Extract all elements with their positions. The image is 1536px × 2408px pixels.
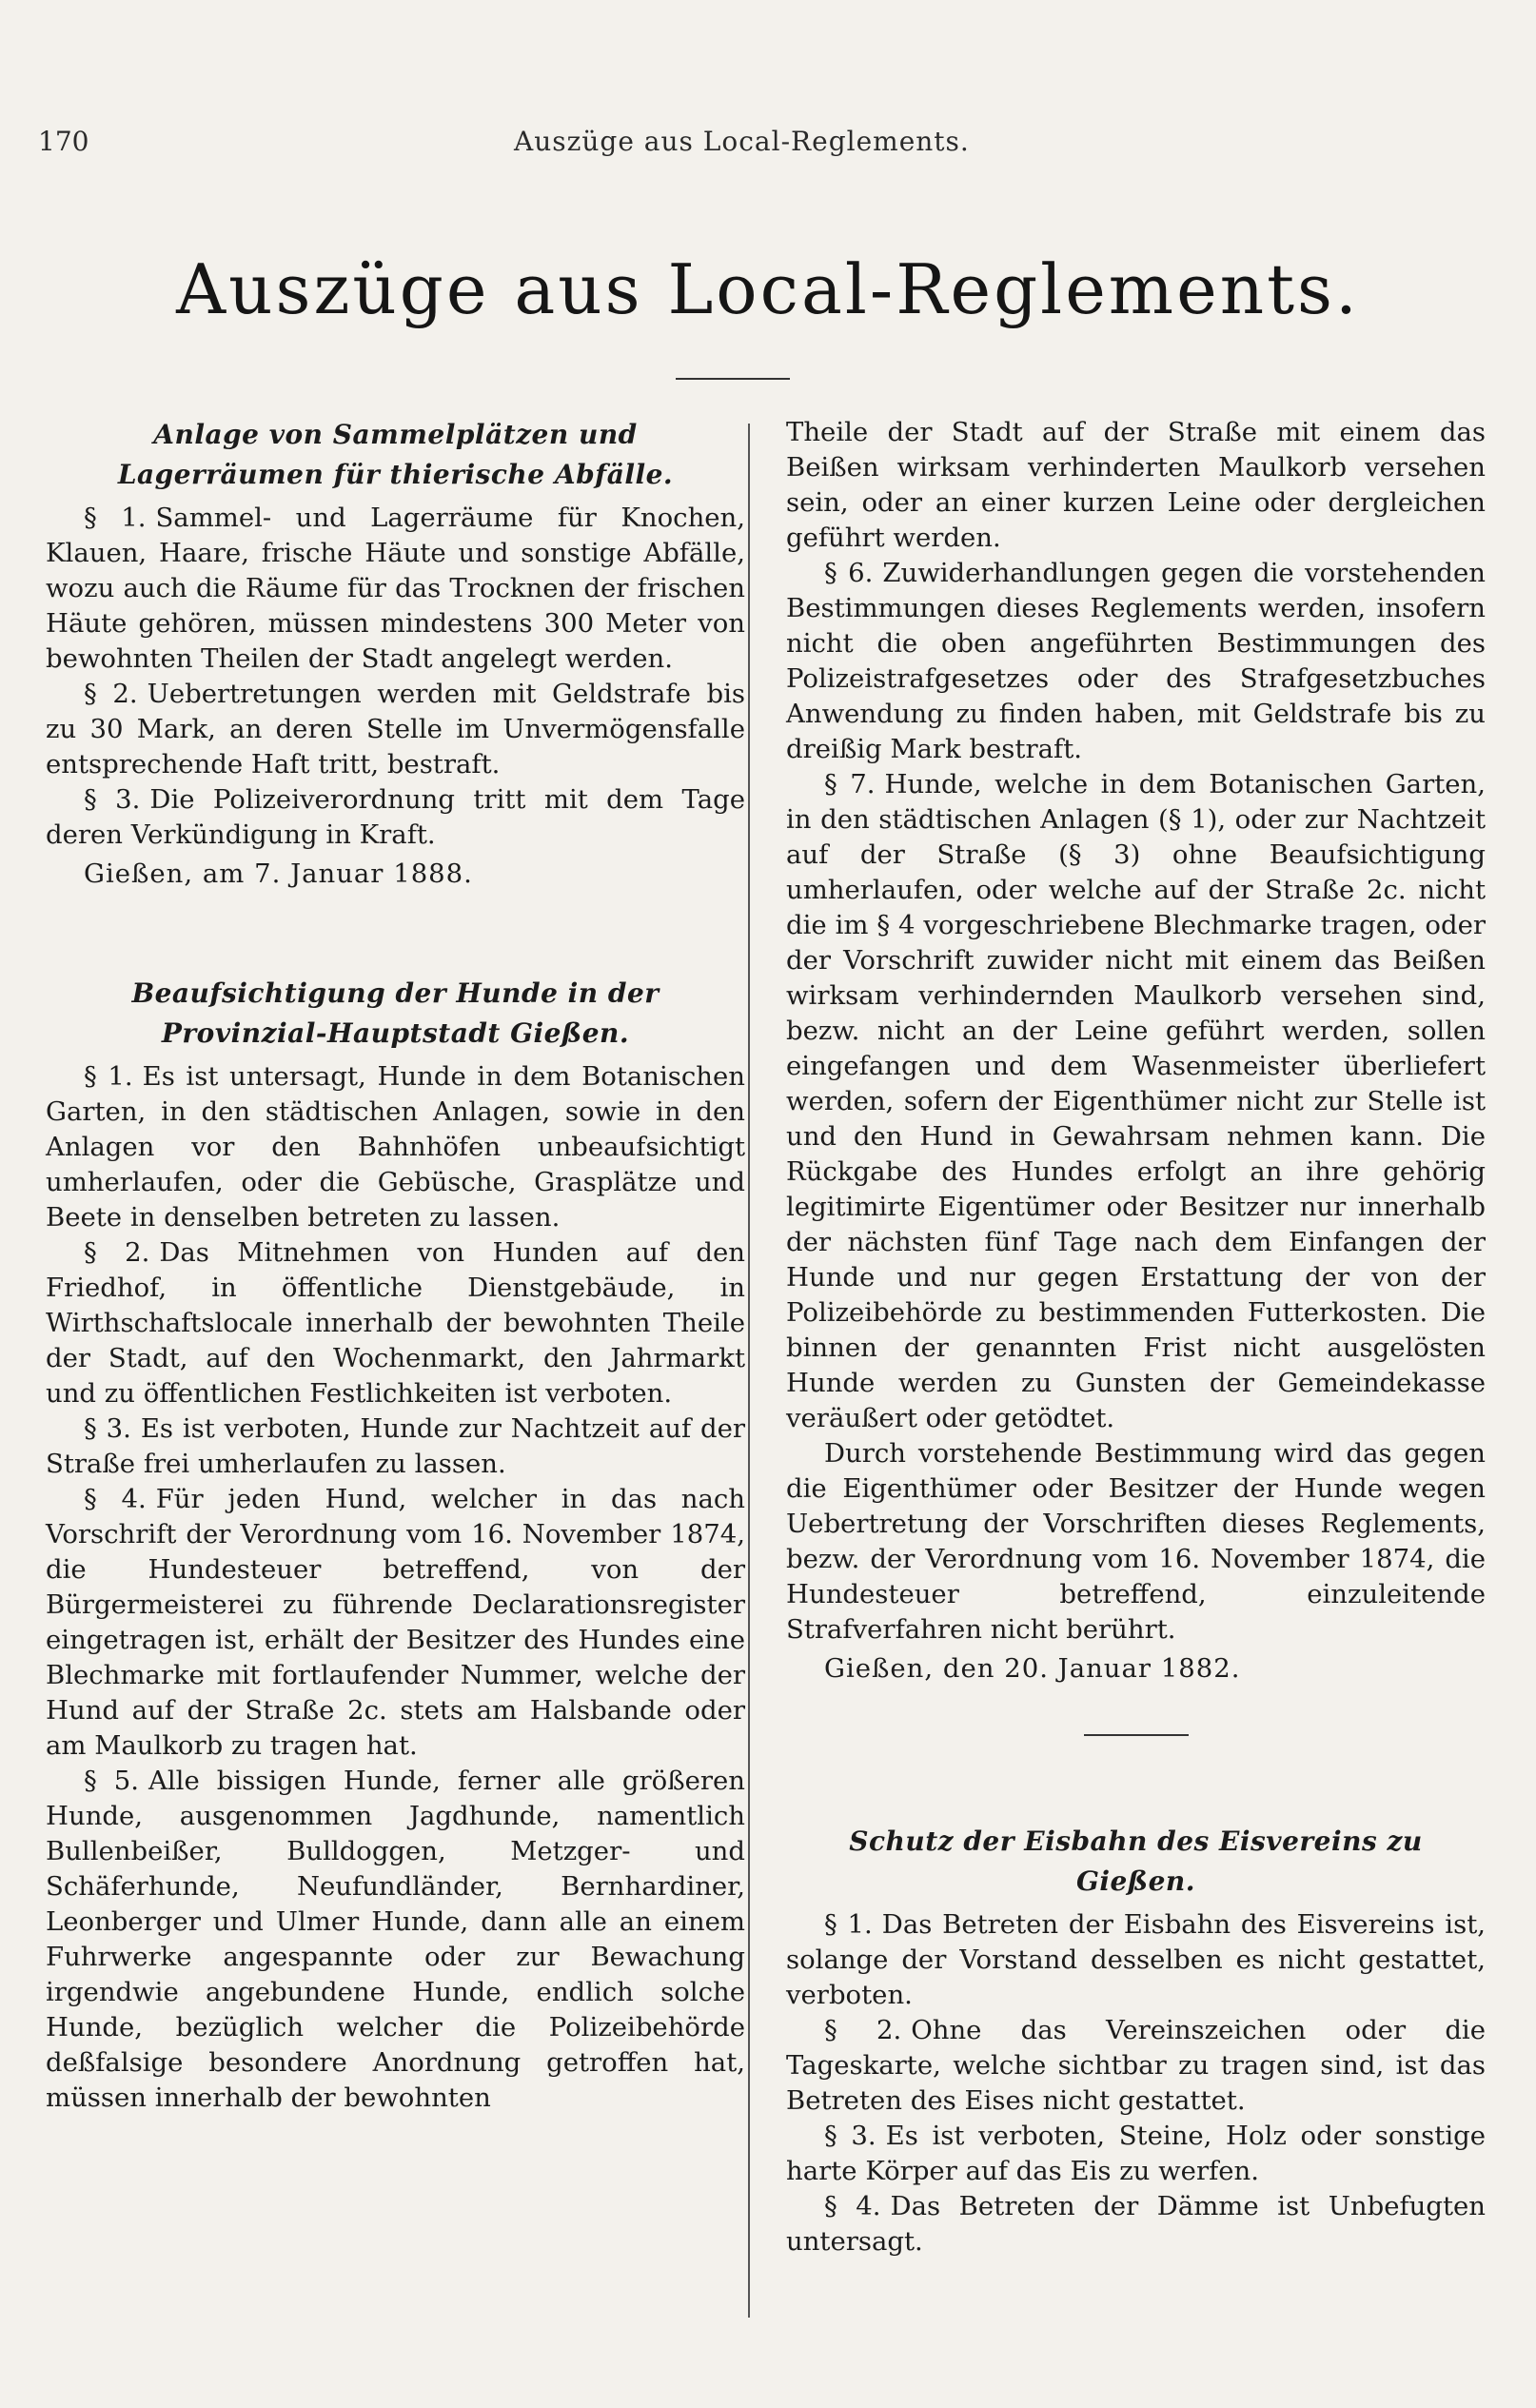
left-column	[46, 415, 745, 2116]
paragraph	[46, 501, 745, 677]
paragraph	[46, 1411, 745, 1482]
section-spacer	[786, 1736, 1486, 1822]
paragraph	[46, 1764, 745, 2116]
paragraph-text: Sammel- und Lagerräume für Knochen, Klauen, Haare, frische Häute und sonstige Abfälle, wozu auch die Räume für das Trocknen der frischen Häute gehören, müssen mindestens 300 Meter von bewohnten Theilen der Stadt angelegt werden.	[46, 503, 746, 674]
paragraph-text: Das Mitnehmen von Hunden auf den Friedhof, in öffentliche Dienstgebäude, in Wirthschaftslocale innerhalb der bewohnten Theile der Stadt, auf den Wochenmarkt, den Jahrmarkt und zu öffentlichen Festlichkeiten ist verboten.	[46, 1237, 745, 1409]
paragraph-number: § 2.	[824, 2015, 902, 2045]
section-spacer	[46, 892, 745, 974]
paragraph-text: Hunde, welche in dem Botanischen Garten, in den städtischen Anlagen (§ 1), oder zur Nachtzeit auf der Straße (§ 3) ohne Beaufsichtigung umherlaufen, oder welche auf der Straße 2c. nicht die im § 4 vorgeschriebene Blechmarke tragen, oder der Vorschrift zuwider nicht mit einem das Beißen wirksam verhindernden Maulkorb versehen sind, bezw. nicht an der Leine geführt werden, sollen eingefangen und dem Wasenmeister überliefert werden, sofern der Eigenthümer nicht zur Stelle ist und den Hund in Gewahrsam nehmen kann. Die Rückgabe des Hundes erfolgt an ihre gehörig legitimirte Eigentümer oder Besitzer nur innerhalb der nächsten fünf Tage nach dem Einfangen der Hunde und nur gegen Erstattung der von der Polizeibehörde zu bestimmenden Futterkosten. Die binnen der genannten Frist nicht ausgelösten Hunde werden zu Gunsten der Gemeindekasse veräußert oder getödtet.	[786, 769, 1486, 1433]
paragraph-number: § 4.	[84, 1484, 147, 1514]
paragraph	[786, 556, 1486, 767]
paragraph-text: Das Betreten der Eisbahn des Eisvereins ist, solange der Vorstand desselben es nicht gestattet, verboten.	[786, 1909, 1486, 2010]
paragraph	[46, 1059, 745, 1235]
paragraph-number: § 1.	[84, 1061, 133, 1092]
continued-paragraph: Theile der Stadt auf der Straße mit einem das Beißen wirksam verhinderten Maulkorb versehen sein, oder an einer kurzen Leine oder dergleichen geführt werden.	[786, 417, 1486, 553]
page-title: Auszüge aus Local-Reglements.	[176, 249, 1360, 329]
paragraph-text: Alle bissigen Hunde, ferner alle größeren Hunde, ausgenommen Jagdhunde, namentlich Bullenbeißer, Bulldoggen, Metzger- und Schäferhunde, Neufundländer, Bernhardiner, Leonberger und Ulmer Hunde, dann alle an einem Fuhrwerke angespannte oder zur Bewachung irgendwie angebundene Hunde, endlich solche Hunde, bezüglich welcher die Polizeibehörde deßfalsige besondere Anordnung getroffen hat, müssen innerhalb der bewohnten	[46, 1766, 745, 2113]
paragraph	[46, 782, 745, 853]
section-ice-rink	[786, 1822, 1486, 2260]
section-animal-waste	[46, 415, 745, 892]
section-title: Beaufsichtigung der Hunde in der Provinzial-Hauptstadt Gießen.	[131, 977, 660, 1049]
paragraph-number: § 7.	[824, 769, 876, 799]
paragraph-text: Uebertretungen werden mit Geldstrafe bis zu 30 Mark, an deren Stelle im Unvermögensfalle entsprechende Haft tritt, bestraft.	[46, 679, 745, 780]
paragraph	[786, 1907, 1486, 2013]
paragraph-text: Durch vorstehende Bestimmung wird das gegen die Eigenthümer oder Besitzer der Hunde wegen Uebertretung der Vorschriften dieses Reglements, bezw. der Verordnung vom 16. November 1874, die Hundesteuer betreffend, einzuleitende Strafverfahren nicht berührt.	[786, 1438, 1486, 1645]
paragraph-text: Das Betreten der Dämme ist Unbefugten untersagt.	[786, 2191, 1487, 2257]
title-divider	[676, 378, 790, 380]
paragraph	[786, 2119, 1486, 2189]
paragraph-number: § 6.	[824, 558, 874, 588]
paragraph-number: § 5.	[84, 1766, 140, 1796]
paragraph-text: Es ist untersagt, Hunde in dem Botanischen Garten, in den städtischen Anlagen, sowie in den Anlagen vor den Bahnhöfen unbeaufsichtigt umherlaufen, oder die Gebüsche, Grasplätze und Beete in denselben betreten zu lassen.	[46, 1061, 745, 1233]
paragraph	[786, 767, 1486, 1436]
running-title: Auszüge aus Local-Reglements.	[514, 126, 970, 157]
paragraph-text: Die Polizeiverordnung tritt mit dem Tage deren Verkündigung in Kraft.	[46, 784, 746, 850]
paragraph	[46, 1235, 745, 1411]
paragraph	[786, 2189, 1486, 2260]
paragraph-text: Es ist verboten, Hunde zur Nachtzeit auf der Straße frei umherlaufen zu lassen.	[46, 1413, 745, 1479]
section-title: Schutz der Eisbahn des Eisvereins zu Gießen.	[849, 1826, 1423, 1897]
column-divider	[748, 424, 750, 2318]
paragraph-number: § 2.	[84, 679, 138, 709]
paragraph-text: Zuwiderhandlungen gegen die vorstehenden Bestimmungen dieses Reglements werden, insofern nicht die oben angeführten Bestimmungen des Polizeistrafgesetzes oder des Strafgesetzbuches Anwendung zu finden haben, mit Geldstrafe bis zu dreißig Mark bestraft.	[786, 558, 1487, 764]
paragraph-number: § 3.	[824, 2121, 876, 2151]
paragraph	[786, 2013, 1486, 2119]
paragraph-text: Es ist verboten, Steine, Holz oder sonstige harte Körper auf das Eis zu werfen.	[786, 2121, 1486, 2186]
paragraph-number: § 2.	[84, 1237, 150, 1268]
signature-line: Gießen, am 7. Januar 1888.	[84, 859, 473, 889]
paragraph-text: Für jeden Hund, welcher in das nach Vorschrift der Verordnung vom 16. November 1874, die Hundesteuer betreffend, von der Bürgermeisterei zu führende Declarationsregister eingetragen ist, erhält der Besitzer des Hundes eine Blechmarke mit fortlaufender Nummer, welche der Hund auf der Straße 2c. stets am Halsbande oder am Maulkorb zu tragen hat.	[46, 1484, 745, 1761]
paragraph-number: § 4.	[824, 2191, 881, 2221]
right-column	[786, 415, 1486, 2260]
signature-line: Gießen, den 20. Januar 1882.	[824, 1653, 1241, 1684]
paragraph	[46, 1482, 745, 1764]
paragraph	[46, 677, 745, 782]
paragraph-number: § 1.	[84, 503, 147, 533]
section-dogs	[46, 974, 745, 2116]
paragraph-number: § 3.	[84, 784, 141, 815]
paragraph	[786, 1436, 1486, 1648]
paragraph-number: § 3.	[84, 1413, 131, 1444]
paragraph-text: Ohne das Vereinszeichen oder die Tageskarte, welche sichtbar zu tragen sind, ist das Betreten des Eises nicht gestattet.	[786, 2015, 1486, 2116]
page-number: 170	[38, 126, 89, 157]
paragraph-number: § 1.	[824, 1909, 873, 1940]
section-title: Anlage von Sammelplätzen und Lagerräumen für thierische Abfälle.	[117, 419, 674, 490]
section-spacer	[786, 1687, 1486, 1734]
